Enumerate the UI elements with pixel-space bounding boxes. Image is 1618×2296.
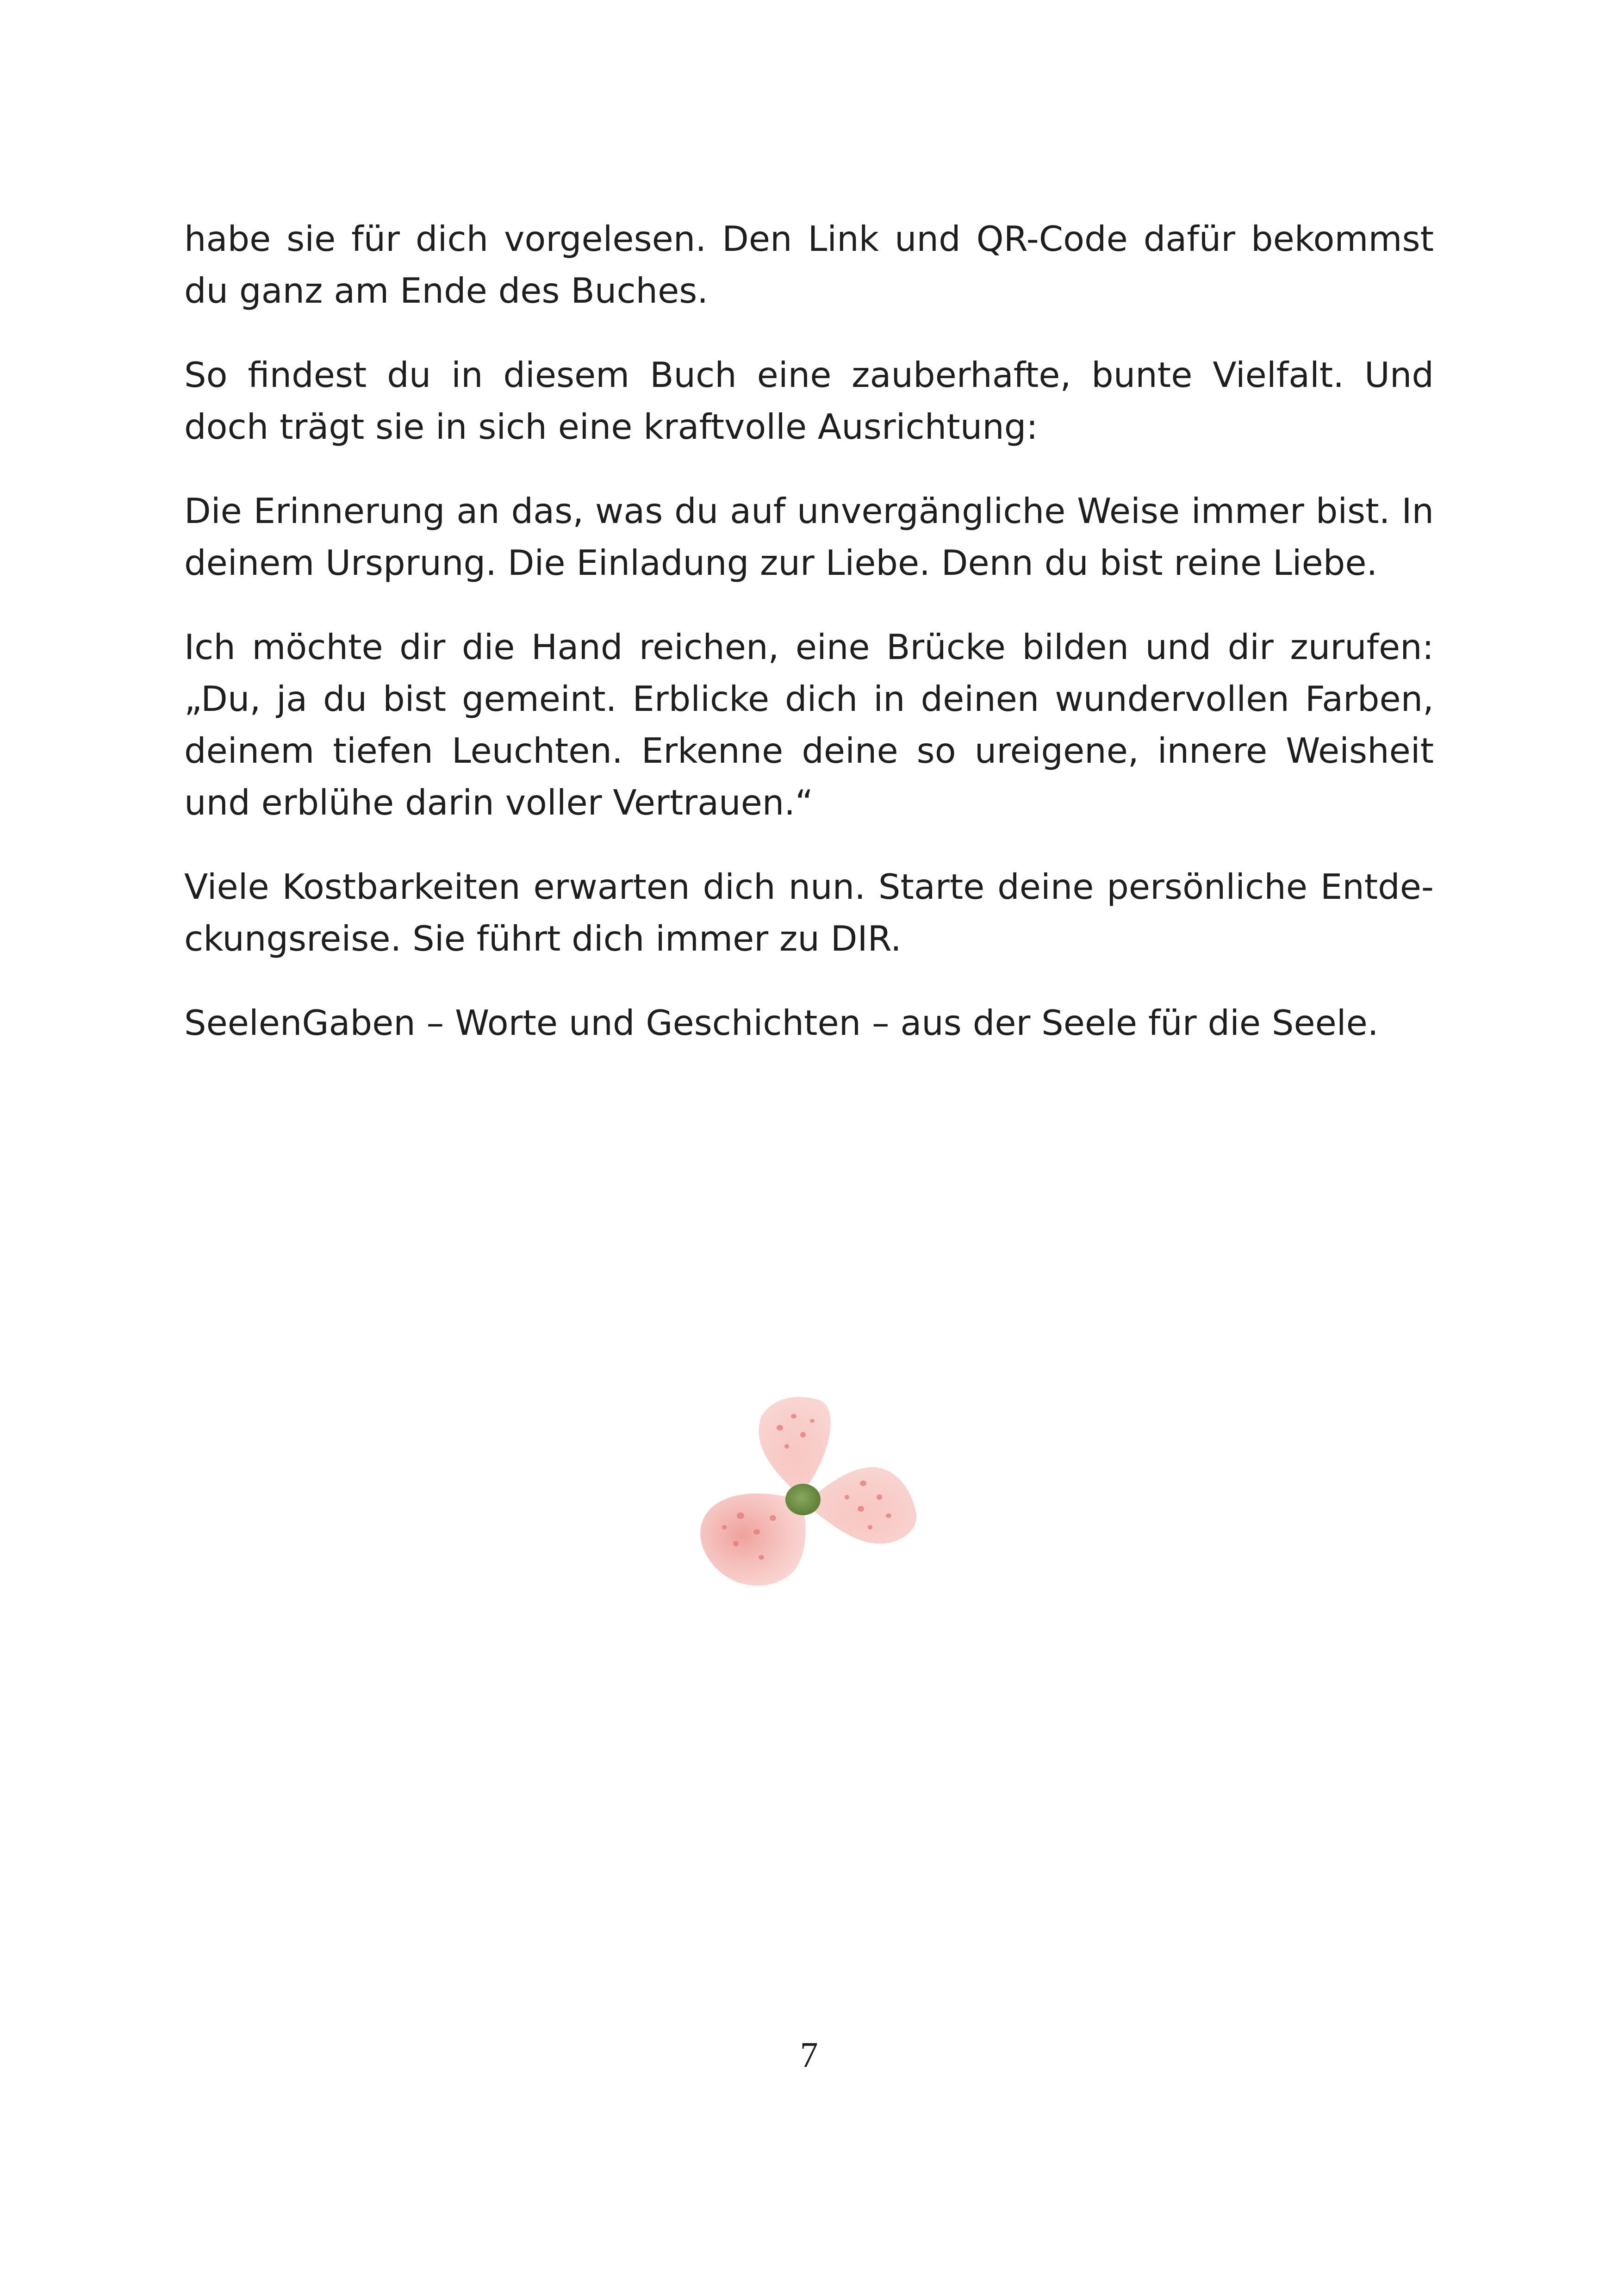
- paragraph: SeelenGaben – Worte und Geschichten – aus der Seele für die Seele.: [184, 1002, 1379, 1043]
- paragraph: Viele Kostbarkeiten erwarten dich nun. Starte deine persönliche Entdeckungsreise. Sie führt dich immer zu DIR.: [184, 866, 1434, 959]
- petal-right: [808, 1467, 916, 1544]
- paragraph: Die Erinnerung an das, was du auf unvergängliche Weise immer bist. In deinem Ursprung. Die Einladung zur Liebe. Denn du bist reine Liebe.: [184, 491, 1434, 583]
- paragraph: habe sie für dich vorgelesen. Den Link und QR-Code dafür bekommst du ganz am Ende des Buches.: [184, 218, 1434, 311]
- flower-center: [785, 1484, 821, 1515]
- paragraph: Ich möchte dir die Hand reichen, eine Brücke bilden und dir zurufen: „Du, ja du bist gemeint. Erblicke dich in deinen wundervollen Farben, deinem tiefen Leuchten. Erkenne deine so ureigene, innere Weisheit und erblühe darin voller Vertrauen.“: [184, 627, 1434, 823]
- watercolor-flower-icon: [680, 1384, 940, 1606]
- page-number: 7: [800, 2035, 818, 2075]
- petal-top: [759, 1397, 830, 1495]
- body-text: [184, 213, 1434, 1081]
- paragraph: So findest du in diesem Buch eine zauberhafte, bunte Vielfalt. Und doch trägt sie in sich eine kraftvolle Ausrichtung:: [184, 355, 1434, 447]
